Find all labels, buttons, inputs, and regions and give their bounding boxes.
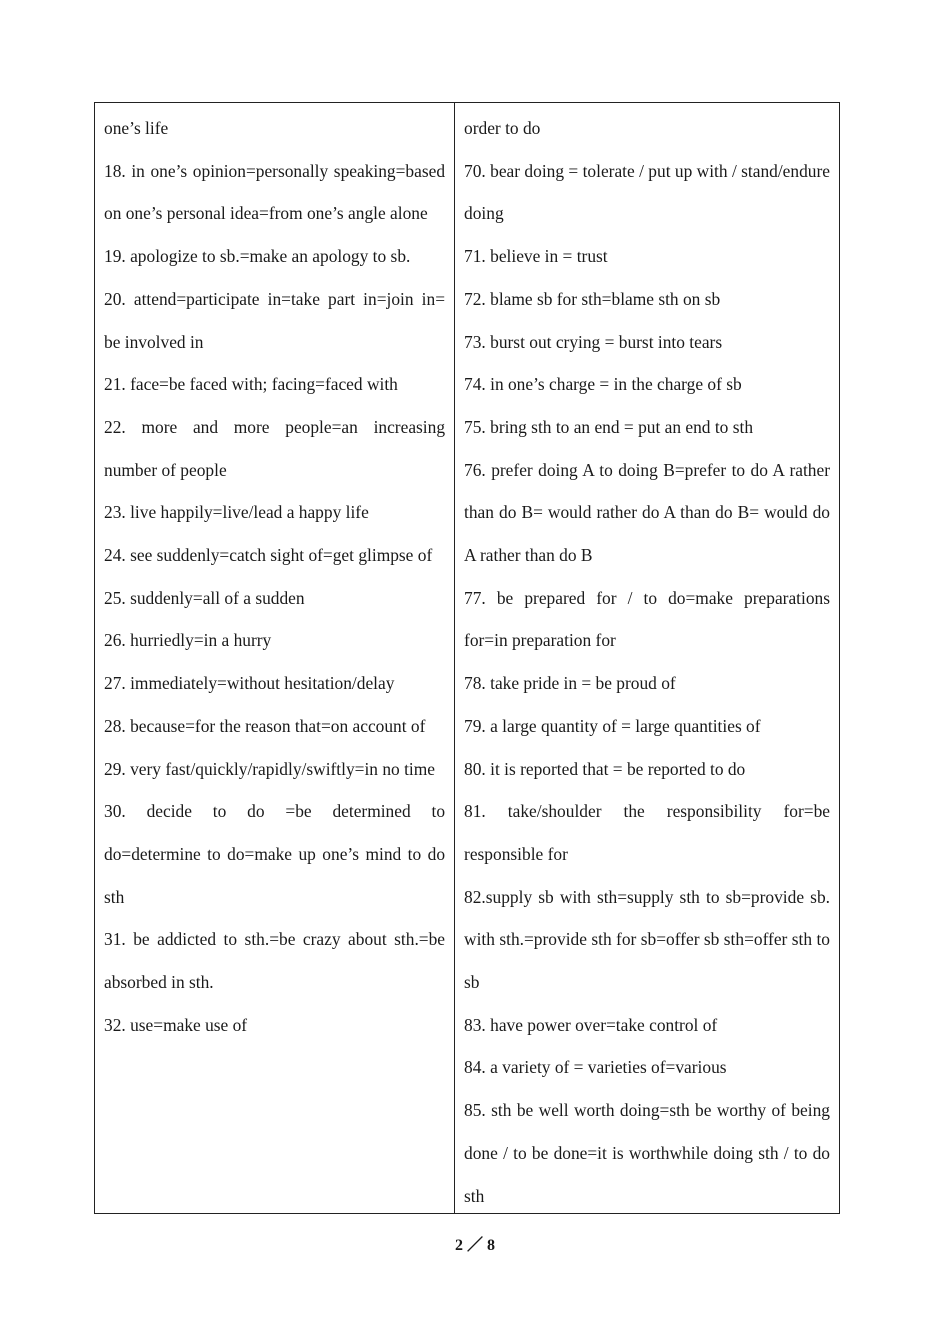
phrase-entry: 84. a variety of = varieties of=various xyxy=(464,1057,727,1078)
left-column xyxy=(95,103,455,1213)
phrase-entry: 22. more and more people=an increasing number of people xyxy=(104,416,446,480)
phrase-entry: 23. live happily=live/lead a happy life xyxy=(104,502,369,523)
phrase-entry: 79. a large quantity of = large quantities of xyxy=(464,715,761,736)
phrase-entry: 25. suddenly=all of a sudden xyxy=(104,587,305,608)
phrase-entry: 77. be prepared for / to do=make preparations for=in preparation for xyxy=(464,587,830,651)
phrase-entry: 82.supply sb with sth=supply sth to sb=provide sb. with sth.=provide sth for sb=offer sb sth=offer sth to sb xyxy=(464,886,830,993)
page-number: 2 ／ 8 xyxy=(454,1237,495,1254)
phrase-entry: 80. it is reported that = be reported to do xyxy=(464,758,746,779)
phrase-entry: 78. take pride in = be proud of xyxy=(464,673,676,694)
phrase-entry: 26. hurriedly=in a hurry xyxy=(104,630,272,651)
phrase-entry: 75. bring sth to an end = put an end to sth xyxy=(464,416,754,437)
phrase-entry: 19. apologize to sb.=make an apology to sb. xyxy=(104,246,411,267)
phrase-entry: 31. be addicted to sth.=be crazy about sth.=be absorbed in sth. xyxy=(104,929,446,993)
phrase-entry: 20. attend=participate in=take part in=join in= be involved in xyxy=(104,288,446,352)
phrase-entry: 72. blame sb for sth=blame sth on sb xyxy=(464,288,721,309)
phrase-entry: 21. face=be faced with; facing=faced with xyxy=(104,374,398,395)
phrase-entry: 30. decide to do =be determined to do=determine to do=make up one’s mind to do sth xyxy=(104,801,446,907)
phrase-entry: 73. burst out crying = burst into tears xyxy=(464,331,723,352)
phrase-entry: 18. in one’s opinion=personally speaking=based on one’s personal idea=from one’s angle alone xyxy=(104,160,446,224)
phrase-entry: 29. very fast/quickly/rapidly/swiftly=in no time xyxy=(104,758,435,779)
phrase-entry: 24. see suddenly=catch sight of=get glimpse of xyxy=(104,545,433,566)
phrase-entry: 32. use=make use of xyxy=(104,1014,248,1035)
phrase-entry: one’s life xyxy=(104,118,169,138)
phrase-entry: 71. believe in = trust xyxy=(464,246,608,267)
phrase-entry: 28. because=for the reason that=on account of xyxy=(104,715,426,736)
phrase-entry: 85. sth be well worth doing=sth be worthy of being done / to be done=it is worthwhile doing sth / to do sth xyxy=(464,1100,830,1206)
phrase-entry: order to do xyxy=(464,118,541,138)
phrase-entry: 70. bear doing = tolerate / put up with / stand/endure doing xyxy=(464,160,830,224)
phrase-entry: 83. have power over=take control of xyxy=(464,1014,718,1035)
phrase-entry: 27. immediately=without hesitation/delay xyxy=(104,673,395,694)
phrase-entry: 81. take/shoulder the responsibility for=be responsible for xyxy=(464,801,830,864)
phrase-table xyxy=(94,102,840,1214)
phrase-entry: 74. in one’s charge = in the charge of sb xyxy=(464,374,742,395)
right-column xyxy=(455,103,839,1213)
phrase-entry: 76. prefer doing A to doing B=prefer to do A rather than do B= would rather do A than do B= would do A rather than do B xyxy=(464,459,830,566)
